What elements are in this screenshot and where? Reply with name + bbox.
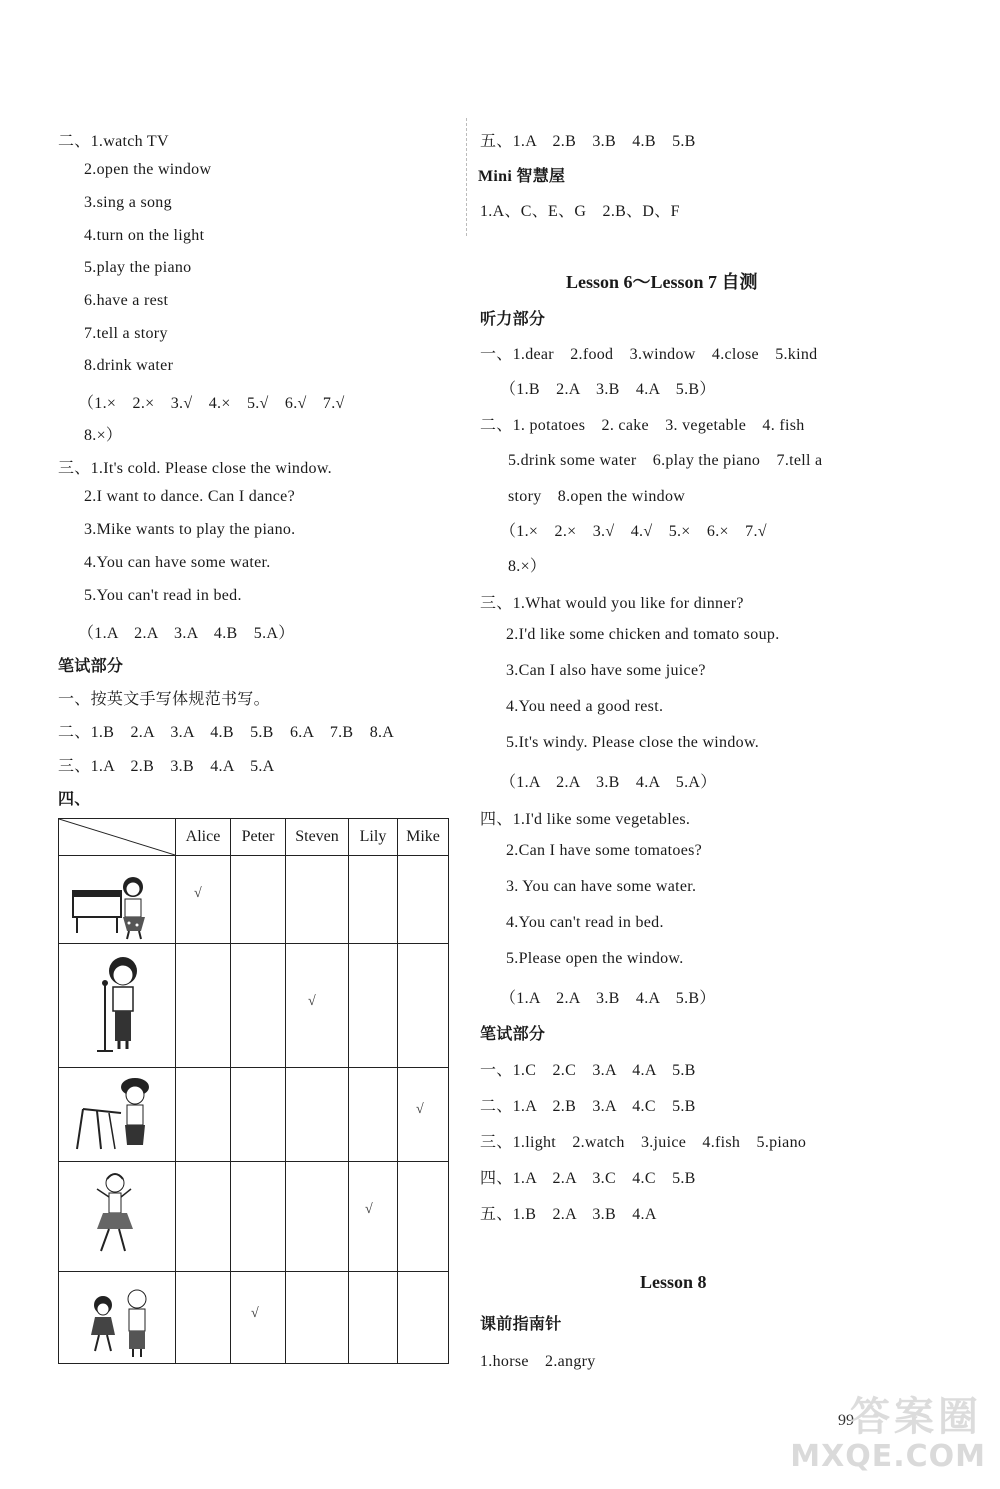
diagonal-line (59, 819, 175, 855)
cell-r4-peter (231, 1162, 286, 1272)
listening-1-a: 一、1.dear 2.food 3.window 4.close 5.kind (480, 346, 818, 363)
sec2-item-1: 二、1.watch TV (58, 133, 169, 150)
listening-3-item-3: 3.Can I also have some juice? (506, 662, 706, 679)
listening-2-d: （1.× 2.× 3.√ 4.√ 5.× 6.× 7.√ (500, 523, 767, 540)
watermark-logo: 答案圈 (850, 1394, 982, 1440)
cell-r2-peter (231, 944, 286, 1068)
header-steven: Steven (286, 819, 349, 856)
written-5-right: 五、1.B 2.A 3.B 4.A (480, 1206, 657, 1223)
cell-r2-steven (286, 944, 349, 1068)
cell-r5-peter (231, 1272, 286, 1364)
guide-answers: 1.horse 2.angry (480, 1353, 596, 1370)
mini-heading: Mini 智慧屋 (478, 168, 566, 185)
cell-r3-steven (286, 1068, 349, 1162)
written-4-right: 四、1.A 2.A 3.C 4.C 5.B (480, 1170, 696, 1187)
cell-r4-alice (176, 1162, 231, 1272)
sec3-answers: （1.A 2.A 3.A 4.B 5.A） (78, 625, 295, 642)
mini-answers: 1.A、C、E、G 2.B、D、F (480, 203, 680, 220)
tick-mark: √ (194, 886, 202, 901)
header-mike: Mike (398, 819, 449, 856)
guide-heading: 课前指南针 (480, 1316, 562, 1333)
sec3-item-5: 5.You can't read in bed. (84, 587, 242, 604)
lesson8-title: Lesson 8 (640, 1272, 707, 1292)
singing-boy-icon (59, 944, 176, 1068)
activity-table (58, 818, 449, 1364)
listening-2-e: 8.×） (508, 558, 547, 575)
sec3-item-1: 三、1.It's cold. Please close the window. (58, 460, 332, 477)
cell-r4-lily (349, 1162, 398, 1272)
page-number: 99 (838, 1412, 854, 1429)
two-kids-icon (59, 1272, 176, 1364)
cell-r1-alice (176, 856, 231, 944)
watermark-text: MXQE.COM (790, 1439, 986, 1474)
listening-4-item-2: 2.Can I have some tomatoes? (506, 842, 703, 859)
written-3-left: 三、1.A 2.B 3.B 4.A 5.A (58, 758, 275, 775)
listening-2-c: story 8.open the window (508, 488, 686, 505)
cell-r2-lily (349, 944, 398, 1068)
listening-2-a: 二、1. potatoes 2. cake 3. vegetable 4. fish (480, 417, 805, 434)
sec2-item-8: 8.drink water (84, 357, 174, 374)
cell-r4-steven (286, 1162, 349, 1272)
cell-r4-mike (398, 1162, 449, 1272)
listening-1-b: （1.B 2.A 3.B 4.A 5.B） (500, 381, 716, 398)
header-lily: Lily (349, 819, 398, 856)
listening-3-item-1: 三、1.What would you like for dinner? (480, 595, 744, 612)
listening-4-item-5: 5.Please open the window. (506, 950, 684, 967)
painting-boy-icon (59, 1068, 176, 1162)
sec2-item-4: 4.turn on the light (84, 227, 205, 244)
right-top-answers: 五、1.A 2.B 3.B 4.B 5.B (480, 133, 696, 150)
sec2-item-2: 2.open the window (84, 161, 212, 178)
tick-mark: √ (416, 1102, 424, 1117)
sec2-item-6: 6.have a rest (84, 292, 169, 309)
written-2-left: 二、1.B 2.A 3.A 4.B 5.B 6.A 7.B 8.A (58, 724, 395, 741)
written-heading-right: 笔试部分 (480, 1026, 546, 1043)
sec2-answers-1: （1.× 2.× 3.√ 4.× 5.√ 6.√ 7.√ (78, 395, 345, 412)
cell-r3-mike (398, 1068, 449, 1162)
header-alice: Alice (176, 819, 231, 856)
dancing-girl-icon (59, 1162, 176, 1272)
watermark (790, 1381, 992, 1481)
sec3-item-3: 3.Mike wants to play the piano. (84, 521, 296, 538)
listening-3-item-4: 4.You need a good rest. (506, 698, 664, 715)
table-corner (59, 819, 176, 856)
sec3-item-2: 2.I want to dance. Can I dance? (84, 488, 295, 505)
listening-4-answers: （1.A 2.A 3.B 4.A 5.B） (500, 990, 716, 1007)
written-2-right: 二、1.A 2.B 3.A 4.C 5.B (480, 1098, 696, 1115)
piano-girl-icon (59, 856, 176, 944)
tick-mark: √ (308, 994, 316, 1009)
cell-r1-steven (286, 856, 349, 944)
written-heading-left: 笔试部分 (58, 658, 124, 675)
listening-heading: 听力部分 (480, 311, 546, 328)
cell-r5-mike (398, 1272, 449, 1364)
tick-mark: √ (365, 1202, 373, 1217)
sec2-item-7: 7.tell a story (84, 325, 168, 342)
listening-2-b: 5.drink some water 6.play the piano 7.tell a (508, 452, 823, 469)
written-1-right: 一、1.C 2.C 3.A 4.A 5.B (480, 1062, 696, 1079)
cell-r2-mike (398, 944, 449, 1068)
cell-r3-peter (231, 1068, 286, 1162)
sec2-answers-2: 8.×） (84, 427, 123, 444)
sec3-item-4: 4.You can have some water. (84, 554, 271, 571)
written-1-left: 一、按英文手写体规范书写。 (58, 691, 270, 708)
listening-4-item-1: 四、1.I'd like some vegetables. (480, 811, 691, 828)
column-divider (466, 118, 467, 236)
listening-3-item-2: 2.I'd like some chicken and tomato soup. (506, 626, 780, 643)
cell-r5-alice (176, 1272, 231, 1364)
cell-r1-lily (349, 856, 398, 944)
written-3-right: 三、1.light 2.watch 3.juice 4.fish 5.piano (480, 1134, 807, 1151)
cell-r1-mike (398, 856, 449, 944)
cell-r3-lily (349, 1068, 398, 1162)
cell-r1-peter (231, 856, 286, 944)
cell-r5-steven (286, 1272, 349, 1364)
cell-r3-alice (176, 1068, 231, 1162)
cell-r5-lily (349, 1272, 398, 1364)
header-peter: Peter (231, 819, 286, 856)
lesson67-title: Lesson 6～Lesson 7 自测 (566, 272, 758, 292)
listening-4-item-4: 4.You can't read in bed. (506, 914, 664, 931)
written-4-left: 四、 (58, 791, 91, 808)
sec2-item-5: 5.play the piano (84, 259, 192, 276)
listening-3-item-5: 5.It's windy. Please close the window. (506, 734, 760, 751)
cell-r2-alice (176, 944, 231, 1068)
sec2-item-3: 3.sing a song (84, 194, 172, 211)
listening-4-item-3: 3. You can have some water. (506, 878, 697, 895)
tick-mark: √ (251, 1306, 259, 1321)
listening-3-answers: （1.A 2.A 3.B 4.A 5.A） (500, 774, 717, 791)
